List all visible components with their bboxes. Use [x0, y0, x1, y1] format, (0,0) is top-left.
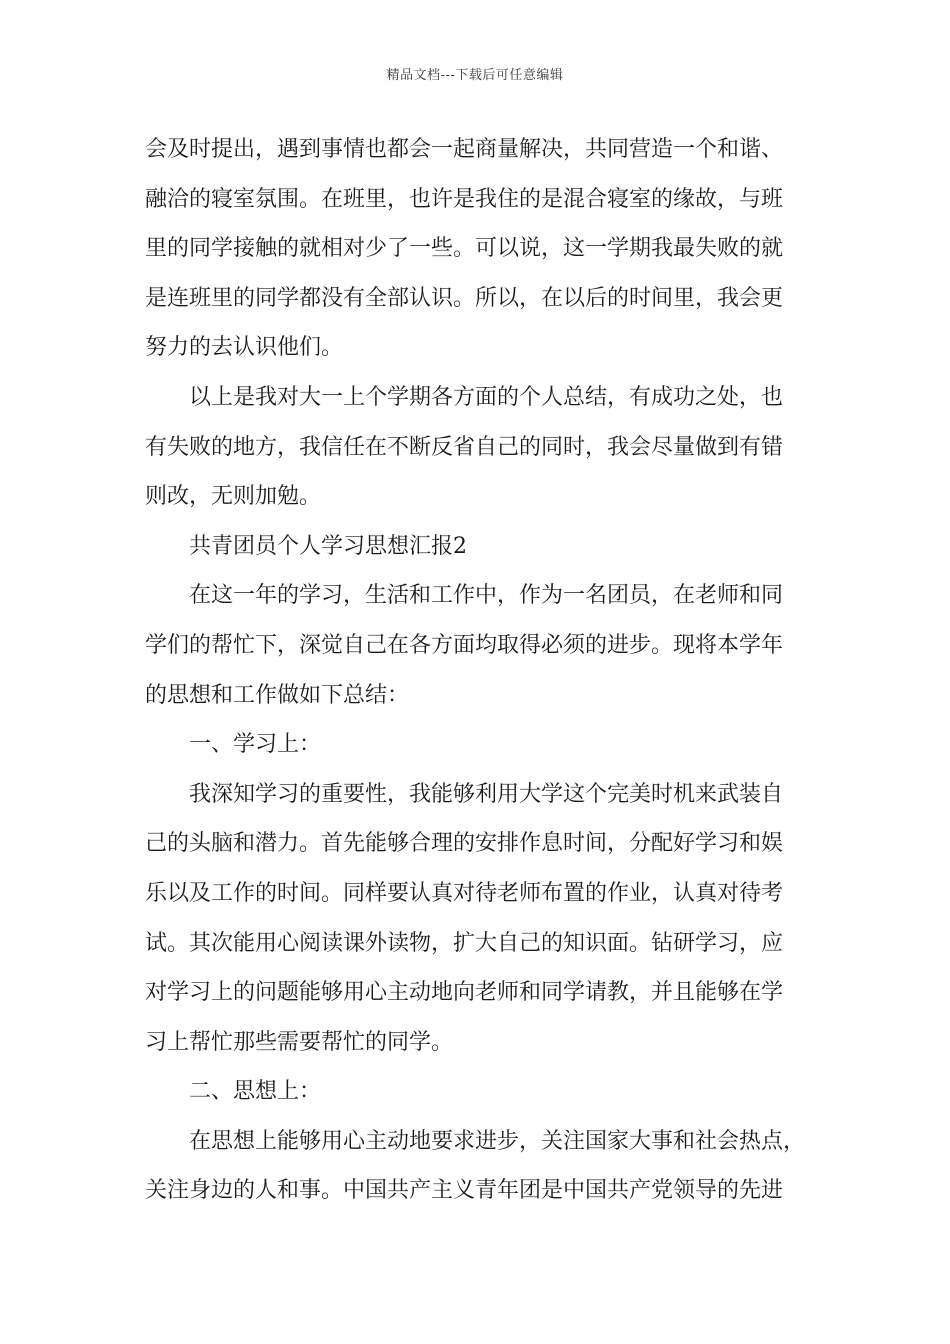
section-heading: 共青团员个人学习思想汇报2: [189, 533, 467, 559]
section-heading: 二、思想上：: [189, 1079, 322, 1105]
text-line: 是连班里的同学都没有全部认识。所以，在以后的时间里，我会更: [145, 285, 784, 311]
text-line: 乐以及工作的时间。同样要认真对待老师布置的作业，认真对待考: [145, 880, 784, 906]
text-line: 融洽的寝室氛围。在班里，也许是我住的是混合寝室的缘故，与班: [145, 186, 784, 212]
text-line: 会及时提出，遇到事情也都会一起商量解决，共同营造一个和谐、: [145, 137, 784, 162]
section-heading: 一、学习上：: [189, 732, 322, 758]
text-line: 则改，无则加勉。: [145, 484, 322, 510]
text-line: 关注身边的人和事。中国共产主义青年团是中国共产党领导的先进: [145, 1178, 784, 1204]
text-line: 有失败的地方，我信任在不断反省自己的同时，我会尽量做到有错: [145, 434, 784, 460]
text-line: 对学习上的问题能够用心主动地向老师和同学请教，并且能够在学: [145, 980, 784, 1006]
text-line: 习上帮忙那些需要帮忙的同学。: [145, 1029, 454, 1055]
text-line: 我深知学习的重要性，我能够利用大学这个完美时机来武装自: [189, 781, 784, 807]
document-body: [145, 130, 835, 1221]
text-line: 的思想和工作做如下总结：: [145, 682, 410, 708]
text-line: 学们的帮忙下，深觉自己在各方面均取得必须的进步。现将本学年: [145, 632, 784, 658]
page-header: 精品文档---下载后可任意编辑: [386, 68, 564, 83]
text-line: 以上是我对大一上个学期各方面的个人总结，有成功之处，也: [189, 384, 784, 410]
text-line: 里的同学接触的就相对少了一些。可以说，这一学期我最失败的就: [145, 236, 784, 262]
text-line: 试。其次能用心阅读课外读物，扩大自己的知识面。钻研学习，应: [145, 930, 784, 956]
text-line: 己的头脑和潜力。首先能够合理的安排作息时间，分配好学习和娱: [145, 831, 784, 857]
text-line: 在这一年的学习，生活和工作中，作为一名团员，在老师和同: [189, 583, 784, 609]
text-line: 努力的去认识他们。: [145, 335, 344, 361]
text-line: 在思想上能够用心主动地要求进步，关注国家大事和社会热点，: [189, 1128, 806, 1154]
